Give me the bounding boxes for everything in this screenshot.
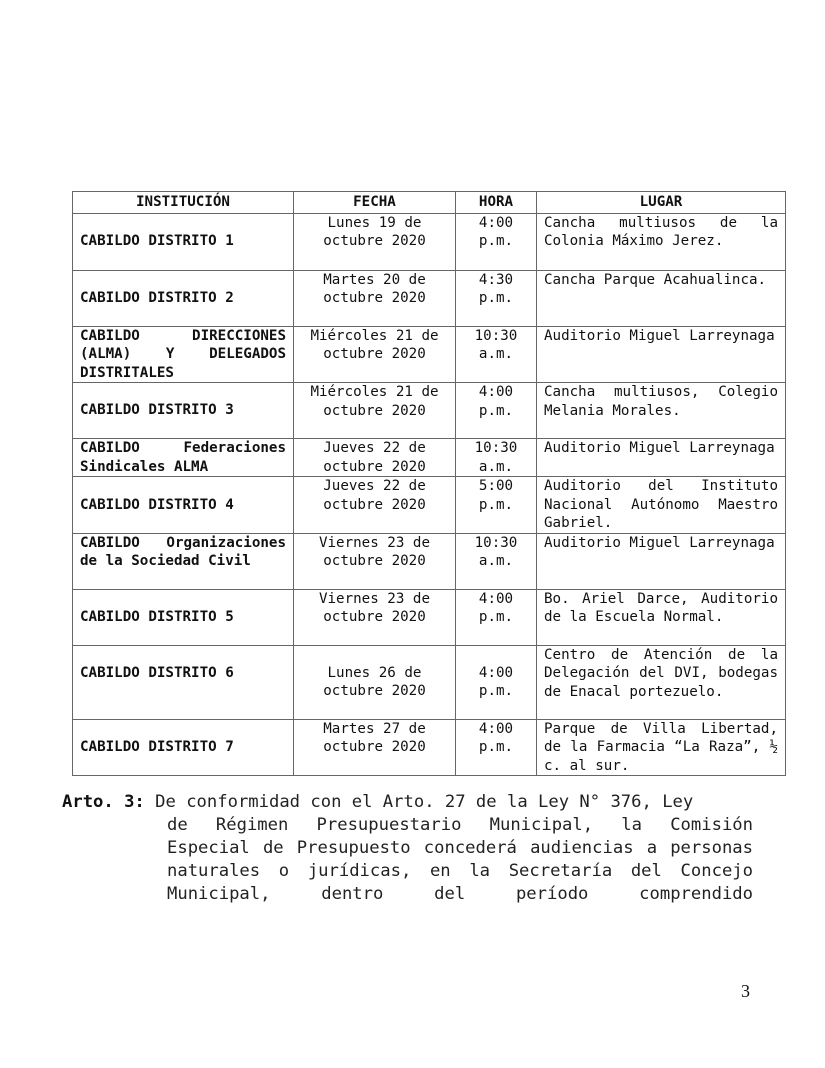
article-label: Arto. 3: — [62, 792, 145, 812]
hora-cell: 4:00 p.m. — [456, 719, 537, 776]
table-row — [73, 477, 786, 534]
lugar-cell: Auditorio del Instituto Nacional Autónomo Maestro Gabriel. — [537, 477, 786, 534]
institucion-cell: CABILDO DISTRITO 7 — [73, 719, 294, 776]
institucion-cell — [73, 645, 294, 719]
hora-cell: 4:00 p.m. — [456, 589, 537, 645]
fecha-cell — [294, 645, 456, 719]
institucion-cell: CABILDO DISTRITO 2 — [73, 270, 294, 326]
institucion-cell: CABILDO Federaciones Sindicales ALMA — [73, 439, 294, 477]
hora-cell: 10:30 a.m. — [456, 326, 537, 383]
cell-spacer — [463, 646, 529, 664]
hora-cell: 4:00 p.m. — [456, 383, 537, 439]
lugar-cell: Centro de Atención de la Delegación del DVI, bodegas de Enacal portezuelo. — [537, 645, 786, 719]
table-row — [73, 213, 786, 270]
page-number: 3 — [741, 981, 750, 1001]
institucion-cell: CABILDO Organizaciones de la Sociedad Civil — [73, 533, 294, 589]
header-institucion: INSTITUCIÓN — [73, 192, 294, 214]
cell-spacer — [301, 646, 448, 664]
fecha-cell: Miércoles 21 de octubre 2020 — [294, 326, 456, 383]
fecha-cell: Viernes 23 de octubre 2020 — [294, 589, 456, 645]
table-row — [73, 589, 786, 645]
fecha-cell: Jueves 22 de octubre 2020 — [294, 477, 456, 534]
header-lugar: LUGAR — [537, 192, 786, 214]
hora-cell: 4:30 p.m. — [456, 270, 537, 326]
fecha-text: Lunes 26 de octubre 2020 — [323, 664, 426, 699]
table-header-row — [73, 192, 786, 214]
fecha-cell: Martes 20 de octubre 2020 — [294, 270, 456, 326]
header-fecha: FECHA — [294, 192, 456, 214]
table-row — [73, 719, 786, 776]
article-text: de Régimen Presupuestario Municipal, la Comisión Especial de Presupuesto concederá audiencias a personas naturales o jurídicas, en la Secretaría del Concejo Municipal, dentro del período comprendido — [167, 815, 753, 904]
fecha-cell: Viernes 23 de octubre 2020 — [294, 533, 456, 589]
lugar-cell: Cancha Parque Acahualinca. — [537, 270, 786, 326]
institucion-cell: CABILDO DISTRITO 1 — [73, 213, 294, 270]
hora-cell — [456, 645, 537, 719]
lugar-cell: Cancha multiusos de la Colonia Máximo Jerez. — [537, 213, 786, 270]
table-row — [73, 439, 786, 477]
table-row — [73, 533, 786, 589]
lugar-cell: Parque de Villa Libertad, de la Farmacia “La Raza”, ½ c. al sur. — [537, 719, 786, 776]
table-row — [73, 270, 786, 326]
hora-cell: 4:00 p.m. — [456, 213, 537, 270]
table-row — [73, 645, 786, 719]
header-hora: HORA — [456, 192, 537, 214]
lugar-cell: Auditorio Miguel Larreynaga — [537, 533, 786, 589]
institucion-cell: CABILDO DISTRITO 3 — [73, 383, 294, 439]
hora-cell: 5:00 p.m. — [456, 477, 537, 534]
table-row — [73, 326, 786, 383]
lugar-cell: Auditorio Miguel Larreynaga — [537, 326, 786, 383]
article-first-line — [62, 791, 693, 814]
cell-spacer — [80, 646, 286, 664]
institucion-cell: CABILDO DISTRITO 4 — [73, 477, 294, 534]
institucion-text: CABILDO DISTRITO 6 — [80, 664, 234, 681]
fecha-cell: Jueves 22 de octubre 2020 — [294, 439, 456, 477]
article-first-line-text: De conformidad con el Arto. 27 de la Ley N° 376, Ley — [155, 792, 694, 812]
hora-cell: 10:30 a.m. — [456, 439, 537, 477]
table-row — [73, 383, 786, 439]
fecha-cell: Lunes 19 de octubre 2020 — [294, 213, 456, 270]
lugar-cell: Bo. Ariel Darce, Auditorio de la Escuela Normal. — [537, 589, 786, 645]
cabildos-schedule-table — [72, 191, 786, 776]
lugar-cell: Cancha multiusos, Colegio Melania Morales. — [537, 383, 786, 439]
institucion-cell: CABILDO DISTRITO 5 — [73, 589, 294, 645]
hora-text: 4:00 p.m. — [478, 664, 514, 699]
lugar-cell: Auditorio Miguel Larreynaga — [537, 439, 786, 477]
fecha-cell: Miércoles 21 de octubre 2020 — [294, 383, 456, 439]
fecha-cell: Martes 27 de octubre 2020 — [294, 719, 456, 776]
institucion-cell: CABILDO DIRECCIONES (ALMA) Y DELEGADOS DISTRITALES — [73, 326, 294, 383]
hora-cell: 10:30 a.m. — [456, 533, 537, 589]
